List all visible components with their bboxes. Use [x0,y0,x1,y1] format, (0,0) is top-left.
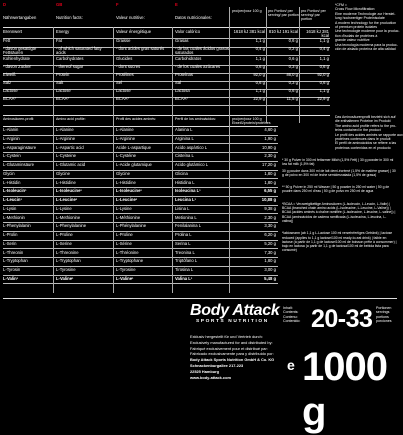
amino-value: 5,20 g [264,240,276,246]
cfm-line: Eine moderne Technologie zur Herstel- [335,11,396,16]
nutrient-value-serving: 0,3 g [288,80,298,85]
row-divider [3,275,278,276]
col-sep [229,115,230,293]
servings-label: Inhalt: Contents: Contenu: Contenido: [283,306,301,323]
nutrient-gb: Protein [56,72,70,77]
distributor-line: Exclusively manufactured for and distributed by: [190,339,273,345]
nutrient-gb: Fat [56,38,63,43]
col-sep [172,115,173,293]
nutrient-gb: Carbohydrates [56,56,84,61]
lang-letter-e: E [175,2,178,7]
amino-note-line: proteínas contenidas en el producto [335,145,391,150]
brand-logo: Body Attack [190,302,280,319]
row-divider [3,135,278,136]
header-perportion: pro Portion/ per serving/ par portion [301,9,326,21]
nutrient-e: Sal [175,80,182,85]
amino-value: 10,88 g [261,197,276,202]
nutrient-e: Lactosa [175,88,190,93]
amino-de: L-Tyrosin [3,267,21,272]
nutrient-value-portion: 0,6 g [319,64,329,69]
nutrient-value-serving: 46,0 g [286,72,298,77]
amino-note-line: protéines contenues dans le produit [335,137,391,142]
nutrient-f: Protéines [116,72,134,77]
amino-e: Prolina L [175,232,192,237]
nutrient-gb: BCAA* [56,96,70,101]
nutrient-value-100g: 0,6 g [255,80,265,85]
nutrient-e: Proteínas [175,72,193,77]
amino-de: L-Valin¹ [3,275,19,281]
nutrient-gb: - of which saturated fatty acids [56,46,102,55]
col-sep [172,27,173,123]
distributor-line: Body Attack Sports Nutrition GmbH & Co. KG [190,357,275,363]
amino-de: L-Leucin¹ [3,197,22,202]
nutrient-e: BCAA* [175,96,189,101]
amino-de: L-Prolin [3,232,18,237]
amino-note-line: Das Aminosäurenprofil bezieht sich auf [335,115,396,119]
row-divider [3,152,278,153]
nutrient-value-portion: 92,0 g [317,72,329,77]
nutrient-value-portion: 1,1 g [319,38,329,43]
nutrient-gb: Energy [56,29,70,34]
brand-logo-sub: SPORTS NUTRITION [196,319,269,324]
header-f: Valeur nutritive: [116,15,145,20]
nutrient-de: Salz [3,80,12,85]
amino-header-value: pro/per/pour 100 g Eiweiß/protein/protéines [232,117,271,125]
distributor-line: Exklusiv hergestellt für und Vertrieb durch: [190,334,263,339]
amino-note-line: The amino acid profile refers to the pro- [335,123,397,128]
amino-gb: L-Tryptophan [56,258,81,264]
amino-gb: L-Serine [56,240,72,246]
nutrient-value-portion: 22,9 g [317,96,329,101]
row-divider [3,248,278,249]
estimated-sign: e [287,357,295,373]
nutrient-e: - de los cuales azúcares [175,64,221,69]
amino-header-de: Aminosäuren-profil: [3,117,35,121]
amino-e: Treonina L [175,249,195,255]
amino-de: L-Histidin [3,179,21,185]
amino-e: Triptófano L [175,258,198,264]
row-divider [3,283,278,284]
nutrient-de: Kohlenhydrate [3,56,31,61]
amino-value: 17,20 g [262,162,276,167]
col-sep [266,7,267,123]
nutrient-e: - de las cuales ácidos grasos saturados [175,46,229,55]
nutrient-de: Brennwert [3,29,23,34]
nutrient-f: Graisse [116,38,131,43]
distributor-line: 22525 Hamburg [190,368,219,374]
amino-de: L-Serin [3,240,17,246]
amino-e: Acido aspártico L [175,144,208,150]
amino-gb: L-Tyrosine [56,267,76,272]
nutrient-e: Grasas [175,38,189,43]
col-sep [299,7,300,123]
amino-gb: L-Alanine [56,127,74,132]
footnote: *BCAA = Verzweigtkettige Aminosäuren (L-Isoleucin, L-Leucin, L-Valin) | BCAA (branched chain amino acids (L-Isoleucine, L-Leucine, L-Valine)) | BCAA (acides aminés à chaîne ramifiée (L-isoleucine, L-leucine, L-valine)) | BCAA (aminoácidos de cadena ramificada (L-isoleucina, L-leucina, L-valina)) [282,201,396,223]
footnote: *laktosearm (ab 1,1 g L-Lactose 100 ml verzehrfertiges Getränk) | lactose reduced (applies to 1,1 g lactose/100 ml ready-to-eat drink) | faible en lactose (à partir de 1,1 g de lactose/100 ml de boisson prête à consommer) | bajo en lactosa (a partir de 1,1 g de lactosa/100 ml de bebida lista para consumir) [282,231,397,253]
cfm-line: Cross Flow Microfiltration: [335,7,376,12]
amino-gb: L-Threonine [56,249,79,255]
nutrient-f: BCAA* [116,96,130,101]
header-e: Datos nutricionales: [175,15,212,20]
footnote: ** 50 g Pulver in 250 ml Wasser | 50 g powder in 250 ml water | 50 g de poudre dans 250 ml d'eau | 50 g de polvo en 250 ml de agua [282,185,390,194]
amino-gb: L-Histidine [56,179,76,185]
amino-gb: Glycine [56,170,70,176]
amino-f: L-Méthionine [116,214,141,220]
amino-gb: L-Cysteine [56,153,77,159]
amino-value: 3,30 g [264,223,276,229]
header-perserving: pro Portion/ per serving/ par portion [268,9,299,17]
footnotes [282,158,397,253]
amino-value: 7,30 g [264,249,276,255]
amino-e: Tirosina L [175,267,194,272]
amino-value: 2,30 g [264,153,276,159]
amino-f: L-Proline [116,232,133,237]
amino-f: L-Tyrosine [116,267,136,272]
amino-e: Metionina L [175,214,197,220]
header-de: Nährwertangaben [3,15,37,20]
col-sep [113,27,114,123]
row-divider [3,205,278,206]
cfm-line: Une technologie moderne pour la produc- [335,29,400,34]
header-per100: pro/per/pour 100 g [232,9,262,13]
amino-gb: L-Leucine¹ [56,197,78,202]
bottom-divider [3,298,397,299]
nutrient-value-portion: 1,1 g [319,88,329,93]
amino-f: L-Sérine [116,240,132,246]
header-gb: Nutrition facts: [56,15,83,20]
nutrient-f: Glucides [116,56,133,61]
amino-e: Histidina L [175,179,195,185]
cfm-line: grande valeur nutritive [335,38,370,43]
col-sep [53,27,54,123]
amino-f: L-Arginine [116,135,136,141]
amino-value: 2,30 g [264,214,276,220]
nutrient-f: Valeur énergétique [116,29,152,34]
cfm-line: A modern technology for the production [335,20,397,25]
nutrient-value-100g: 1,1 g [255,38,265,43]
distributor-line: Fabriqué exclusivement pour et distribué par: [190,345,268,351]
lang-letter-f: F [116,2,119,7]
amino-e: Isoleucina L¹ [175,188,201,194]
amino-f: Acide L-aspartique [116,144,151,150]
amino-note-line: die enthaltenen Proteine im Produkt [335,119,391,124]
row-divider [3,170,278,171]
nutrient-value-portion: 0,6 g [319,80,329,85]
amino-e: Glicina [175,170,188,176]
distributor-block [190,334,274,380]
amino-de: L-Threonin [3,249,24,255]
amino-f: L-Alanine [116,127,134,132]
amino-value: 1,90 g [264,135,276,141]
nutrient-de: BCAA* [3,96,17,101]
nutrient-value-100g: 22,9 g [253,96,265,101]
row-divider [3,231,278,232]
nutrient-gb: Lactose [56,88,71,93]
amino-gb: L-Phenylalanine [56,223,87,229]
distributor-line: www.body-attack.com [190,374,231,380]
amino-gb: L-Arginine [56,135,76,141]
nutrient-value-serving: 0,6 g [288,56,298,61]
amino-de: L-Alanin [3,127,19,132]
amino-f: L-Histidine [116,179,136,185]
cfm-line: of premium protein isolates [335,25,378,30]
nutrient-value-serving: 0,3 g [288,64,298,69]
amino-gb: L-Isoleucine¹ [56,188,82,194]
nutrient-value-100g: 1,1 g [255,88,265,93]
amino-value: 1,80 g [264,170,276,176]
cfm-line: Una tecnología moderna para la produc- [335,42,398,47]
row-divider [3,266,278,267]
nutrient-value-serving: 0,2 g [288,46,298,51]
amino-f: L-Cystéine [116,153,137,159]
nutrient-f: - dont sucres [116,64,141,69]
nutrient-gb: Salt [56,80,64,85]
amino-note-line: El perfil de aminoácidos se refiere a las [335,141,397,146]
nutrient-value-portion: 0,4 g [319,46,329,51]
lang-letter-de: D [3,2,7,7]
nutrient-de: - davon Zucker [3,64,31,69]
amino-value: 3,00 g [264,267,276,272]
nutrient-value-serving: 0,6 g [288,88,298,93]
amino-note-line: Le profil des acides aminés se rapporte aux [335,132,403,137]
amino-divider-bottom [3,126,278,127]
nutrient-f: - dont acides gras saturés [116,46,165,51]
cfm-line: tion d'isolats de protéines à [335,33,378,38]
amino-f: L-Valine¹ [116,275,134,281]
nutrient-de: Fett [3,38,11,43]
servings-range: 20-33 [311,305,373,333]
amino-de: L-Phenylalanin [3,223,31,229]
amino-e: Lisina L [175,205,190,211]
amino-f: L-Lysine [116,205,132,211]
amino-e: Valina L¹ [175,275,193,281]
cfm-note [335,3,400,51]
distributor-line: Fabricado exclusivamente para y distribuido por: [190,351,274,357]
cfm-line: ción de aislado proteína de alta calidad [335,47,396,52]
amino-de: L-Cystein [3,153,21,159]
amino-de: L-Lysin [3,205,17,211]
nutrient-f: Sel [116,80,123,85]
amino-value: 4,60 g [264,127,276,132]
row-divider [3,196,278,197]
amino-value: 10,90 g [262,144,276,150]
amino-header-f: Profil des acides aminés: [116,117,156,121]
amino-e: Cisteína L [175,153,194,159]
amino-de: L-Asparaginsäure [3,144,37,150]
col-sep [53,115,54,293]
amino-gb: L-Valine¹ [56,275,74,281]
amino-f: Glycine [116,170,130,176]
amino-e: Alanina L [175,127,193,132]
amino-gb: L-Glutamic acid [56,162,86,167]
amino-f: L-Leucine¹ [116,197,138,202]
amino-e: Arginina L [175,135,194,141]
amino-gb: L-Proline [56,232,73,237]
amino-f: L-Acide glutamique [116,162,152,167]
amino-value: 1,80 g [264,179,276,185]
amino-de: L-Glutaminsäure [3,162,34,167]
nutrient-e: Carbohidratos [175,56,202,61]
amino-e: Leucina L¹ [175,197,196,202]
amino-e: Fenilalanina L [175,223,202,229]
col-sep [113,115,114,293]
amino-header-gb: Amino acid profile: [56,117,86,121]
nutrient-de: Lactose [3,88,18,93]
nutrient-gb: - thereof sugar [56,64,84,69]
amino-value: 1,80 g [264,258,276,264]
amino-gb: L-Aspartic acid [56,144,84,150]
amino-f: L-Isoleucine¹ [116,188,142,194]
nutrient-value-100g: 0,4 g [255,46,265,51]
nutrient-value-serving: 810 kJ 191 kcal [268,29,298,34]
lang-letter-gb: GB [56,2,63,7]
amino-e: Acido glutámico L [175,162,209,167]
amino-de: L-Isoleucin¹ [3,188,27,194]
amino-value: 9,38 g [264,205,276,211]
amino-gb: L-Methionine [56,214,81,220]
col-sep [229,7,230,123]
servings-unit: Portionen servings portions porciones [376,306,392,323]
distributor-line: Schnackenburgallee 217-223 [190,362,244,368]
nutrient-value-100g: 1,1 g [255,56,265,61]
nutrient-de: - davon gesättigte Fettsäuren [3,46,37,55]
nutrient-e: Valor calórico [175,29,201,34]
amino-gb: L-Lysine [56,205,72,211]
nutrient-f: Lactose [116,88,131,93]
amino-value: 6,55 g [264,188,276,194]
nutrient-value-100g: 92,0 g [253,72,265,77]
cfm-line: lung hochwertiger Proteinisolate [335,16,385,21]
amino-e: Serina L [175,240,191,246]
amino-header-e: Perfil de los aminoácidos: [175,117,216,121]
net-weight: 1000 g [302,345,387,434]
nutrient-value-portion: 1618 kJ 381 kcal [306,29,329,38]
amino-de: L-Arginin [3,135,20,141]
row-divider [3,240,278,241]
amino-note-line: teins contained in the product [335,128,381,133]
amino-value: 6,20 g [264,232,276,237]
amino-f: L-Tryptophane [116,258,144,264]
nutrient-value-portion: 1,1 g [319,56,329,61]
amino-profile-note [335,115,403,150]
amino-de: L-Methionin [3,214,25,220]
nutrient-value-100g: 0,6 g [255,64,265,69]
cfm-head: *CFM = [335,3,347,7]
footnote: * 30 g Pulver in 300 ml fettarmer Milch (1,5% Fett) | 30 g powder in 300 ml low fat milk (1,5% fat) [282,158,394,167]
amino-value: 5,48 g [264,275,276,281]
nutrient-de: Eiweiß [3,72,16,77]
nutrient-value-100g: 1618 kJ 381 kcal [233,29,265,34]
amino-f: L-Thréonine [116,249,139,255]
amino-f: L-Phénylalanine [116,223,147,229]
amino-de: L-Tryptophan [3,258,28,264]
nutrient-value-serving: 0,6 g [288,38,298,43]
amino-de: Glycin [3,170,15,176]
footnote: 30 g poudre dans 300 ml de lait demi-écrémé (1,5% de matière grasse) | 30 g de polvo en 300 ml de leche semidesnatada (1,5% de grasa) [282,168,396,177]
row-divider [3,213,278,214]
row-divider [3,178,278,179]
nutrient-value-serving: 11,5 g [286,96,298,101]
